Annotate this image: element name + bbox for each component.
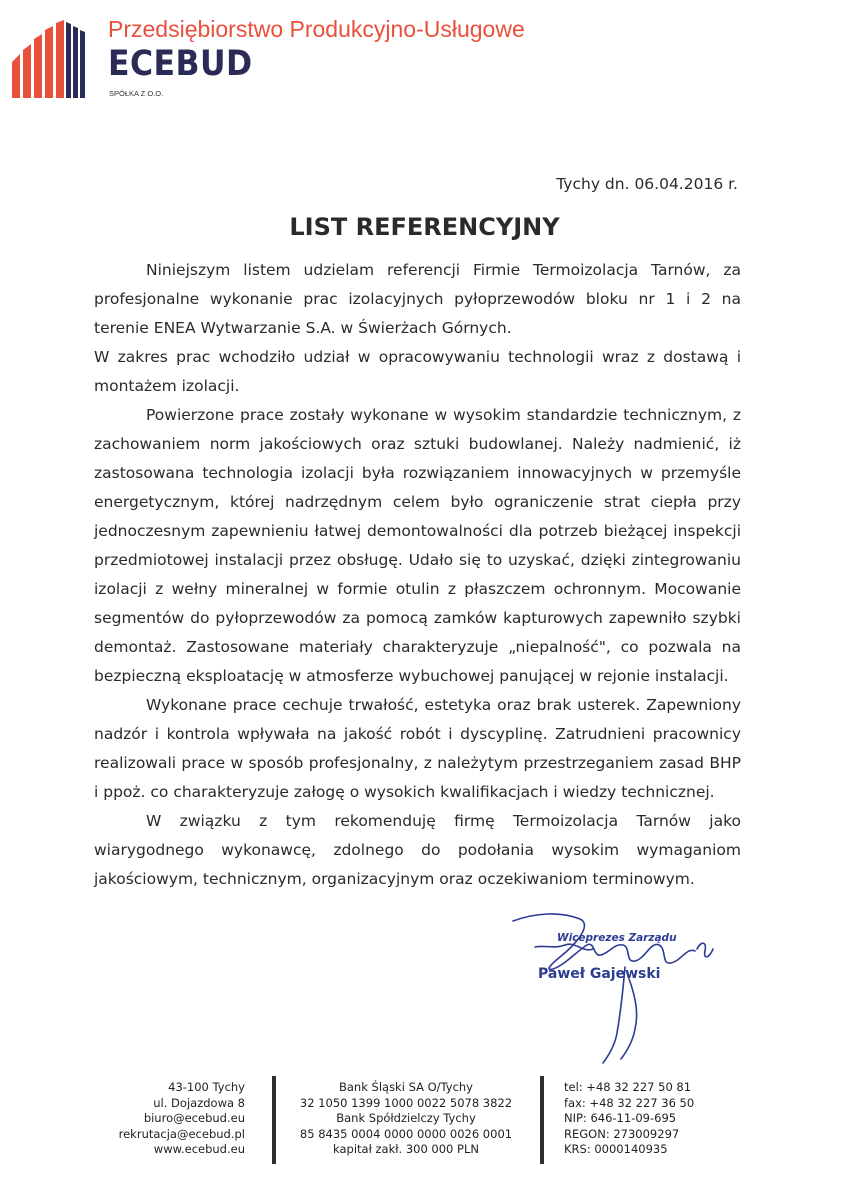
body-paragraph: Powierzone prace zostały wykonane w wysokim standardzie technicznym, z zachowaniem norm jakościowych oraz sztuki budowlanej. Należy nadmienić, iż zastosowana technologia izolacji była rozwiązaniem innowacyjnych w przemyśle energetycznym, której nadrzędnym celem było ograniczenie strat ciepła przy jednoczesnym zapewnieniu łatwej demontowalności dla potrzeb bieżącej inspekcji przedmiotowej instalacji przez obsługę. Udało się to uzyskać, dzięki zintegrowaniu izolacji z wełny mineralnej w formie otulin z płaszczem ochronnym. Mocowanie segmentów do pyłoprzewodów za pomocą zamków kapturowych zapewniło szybki demontaż. Zastosowane materiały charakteryzuje „niepalność", co pozwala na bezpieczną eksploatację w atmosferze wybuchowej panującej w rejonie instalacji. — [94, 406, 741, 685]
building-stripes-logo-icon — [10, 14, 90, 98]
footer-divider — [272, 1076, 276, 1164]
body-paragraph: Wykonane prace cechuje trwałość, estetyka oraz brak usterek. Zapewniony nadzór i kontrola wpływała na jakość robót i dyscyplinę. Zatrudnieni pracownicy realizowali prace w sposób profesjonalny, z należytym przestrzeganiem zasad BHP i ppoż. co charakteryzuje załogę o wysokich kwalifikacjach i wiedzy technicznej. — [94, 696, 741, 801]
footer-bank-account: 85 8435 0004 0000 0000 0026 0001 — [299, 1126, 513, 1141]
footer-contact-column — [564, 1080, 694, 1158]
company-tagline: Przedsiębiorstwo Produkcyjno-Usługowe — [108, 16, 525, 42]
handwritten-signature — [505, 905, 735, 1075]
footer-regon: REGON: 273009297 — [564, 1126, 680, 1141]
body-paragraph: W zakres prac wchodziło udział w opracowywaniu technologii wraz z dostawą i montażem izolacji. — [94, 348, 741, 395]
footer-email-line: rekrutacja@ecebud.pl — [118, 1126, 245, 1141]
footer-phone: tel: +48 32 227 50 81 — [564, 1080, 692, 1094]
signer-name-stamp: Paweł Gajewski — [538, 966, 661, 982]
footer-nip: NIP: 646-11-09-695 — [564, 1111, 677, 1126]
footer-website-line: www.ecebud.eu — [153, 1142, 245, 1157]
footer-address-line: ul. Dojazdowa 8 — [153, 1095, 245, 1110]
footer-fax: fax: +48 32 227 36 50 — [564, 1095, 695, 1110]
letter-date: Tychy dn. 06.04.2016 r. — [556, 175, 738, 193]
company-name: ECEBUD — [108, 44, 253, 84]
signer-role-stamp: Wiceprezes Zarządu — [557, 932, 677, 944]
letterhead-footer — [0, 1076, 849, 1166]
footer-email-line: biuro@ecebud.eu — [143, 1111, 245, 1126]
footer-krs: KRS: 0000140935 — [564, 1142, 668, 1157]
footer-bank-account: 32 1050 1399 1000 0022 5078 3822 — [299, 1095, 513, 1110]
body-paragraph: Niniejszym listem udzielam referencji Firmie Termoizolacja Tarnów, za profesjonalne wykonanie prac izolacyjnych pyłoprzewodów bloku nr 1 i 2 na terenie ENEA Wytwarzanie S.A. w Świerżach Górnych. — [94, 261, 741, 337]
footer-bank-name: Bank Śląski SA O/Tychy — [338, 1080, 473, 1094]
footer-divider — [540, 1076, 544, 1164]
footer-share-capital: kapitał zakł. 300 000 PLN — [333, 1142, 479, 1157]
footer-bank-name: Bank Spółdzielczy Tychy — [336, 1111, 476, 1126]
signature-block — [505, 905, 735, 1075]
letter-body — [94, 256, 741, 894]
letterhead — [10, 8, 630, 98]
body-paragraph: W związku z tym rekomenduję firmę Termoizolacja Tarnów jako wiarygodnego wykonawcę, zdolnego do podołania wysokim wymaganiom jakościowym, technicznym, organizacyjnym oraz oczekiwaniom terminowym. — [94, 812, 741, 888]
footer-bank-column — [283, 1080, 529, 1158]
company-legal-form: SPÓŁKA Z O.O. — [109, 89, 164, 98]
footer-address-column — [119, 1080, 245, 1158]
letter-title: LIST REFERENCYJNY — [289, 213, 560, 241]
footer-address-line: 43-100 Tychy — [168, 1080, 245, 1094]
